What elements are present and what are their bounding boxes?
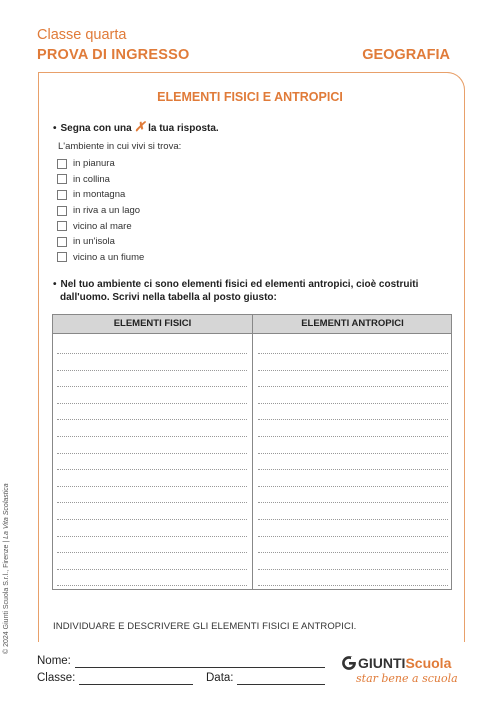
writing-line[interactable] <box>57 569 247 570</box>
writing-line[interactable] <box>57 585 247 586</box>
class-field[interactable] <box>79 684 193 685</box>
writing-line[interactable] <box>258 502 448 503</box>
logo-brand-suffix: Scuola <box>405 655 452 671</box>
writing-line[interactable] <box>57 552 247 553</box>
checkbox[interactable] <box>57 252 67 262</box>
x-mark-icon: ✗ <box>134 119 146 134</box>
writing-line[interactable] <box>57 419 247 420</box>
header-grade: Classe quarta <box>37 27 127 43</box>
writing-line[interactable] <box>57 519 247 520</box>
name-label: Nome: <box>37 655 71 667</box>
credit-title: La Vita Scolastica <box>3 483 10 539</box>
header-elementi-antropici: ELEMENTI ANTROPICI <box>301 318 404 329</box>
content-frame-right-edge <box>464 90 465 642</box>
writing-line[interactable] <box>57 436 247 437</box>
giunti-g-icon <box>342 656 356 670</box>
checkbox[interactable] <box>57 190 67 200</box>
option-item[interactable] <box>57 172 144 188</box>
option-item[interactable] <box>57 234 144 250</box>
writing-line[interactable] <box>258 386 448 387</box>
option-label: vicino a un fiume <box>73 251 145 263</box>
option-label: in un'isola <box>73 236 115 248</box>
header-subject: GEOGRAFIA <box>362 47 450 63</box>
option-item[interactable] <box>57 218 144 234</box>
objective-text: INDIVIDUARE E DESCRIVERE GLI ELEMENTI FISICI E ANTROPICI. <box>53 621 357 632</box>
writing-line[interactable] <box>258 436 448 437</box>
logo-tagline: star bene a scuola <box>356 672 458 685</box>
credit-prefix: © 2024 Giunti Scuola S.r.l., Firenze | <box>3 538 10 654</box>
writing-line[interactable] <box>258 353 448 354</box>
content-frame-corner <box>446 72 465 91</box>
header-elementi-fisici: ELEMENTI FISICI <box>113 318 192 329</box>
writing-line[interactable] <box>57 386 247 387</box>
checkbox[interactable] <box>57 237 67 247</box>
writing-line[interactable] <box>57 502 247 503</box>
writing-line[interactable] <box>258 403 448 404</box>
bullet-icon: • <box>53 123 57 134</box>
option-item[interactable] <box>57 250 144 266</box>
date-label: Data: <box>206 672 234 684</box>
option-label: in montagna <box>73 189 126 201</box>
writing-line[interactable] <box>57 486 247 487</box>
writing-line[interactable] <box>258 419 448 420</box>
writing-line[interactable] <box>57 536 247 537</box>
option-list <box>57 156 144 265</box>
writing-line[interactable] <box>57 353 247 354</box>
option-item[interactable] <box>57 187 144 203</box>
instruction-line-2: dall'uomo. Scrivi nella tabella al posto giusto: <box>60 292 277 303</box>
date-field[interactable] <box>237 684 325 685</box>
instruction-text-before: Segna con una <box>60 123 132 134</box>
option-item[interactable] <box>57 156 144 172</box>
option-label: in riva a un lago <box>73 205 141 217</box>
checkbox[interactable] <box>57 159 67 169</box>
name-field[interactable] <box>75 667 325 668</box>
writing-line[interactable] <box>258 585 448 586</box>
bullet-icon: • <box>53 279 57 290</box>
section-title: ELEMENTI FISICI E ANTROPICI <box>157 90 343 104</box>
writing-line[interactable] <box>57 370 247 371</box>
option-label: vicino al mare <box>73 220 132 232</box>
writing-line[interactable] <box>258 486 448 487</box>
exercise2-instruction <box>53 278 418 304</box>
giunti-logo <box>342 655 458 685</box>
option-label: in collina <box>73 173 110 185</box>
writing-line[interactable] <box>57 469 247 470</box>
elements-table <box>52 314 452 590</box>
writing-line[interactable] <box>258 552 448 553</box>
writing-line[interactable] <box>258 469 448 470</box>
writing-line[interactable] <box>258 370 448 371</box>
checkbox[interactable] <box>57 221 67 231</box>
writing-line[interactable] <box>258 569 448 570</box>
column-divider <box>252 315 253 589</box>
checkbox[interactable] <box>57 174 67 184</box>
checkbox[interactable] <box>57 206 67 216</box>
writing-line[interactable] <box>57 403 247 404</box>
exercise1-instruction <box>53 120 219 135</box>
instruction-line-1: Nel tuo ambiente ci sono elementi fisici ed elementi antropici, cioè costruiti <box>60 279 419 290</box>
writing-line[interactable] <box>258 536 448 537</box>
header-test-type: PROVA DI INGRESSO <box>37 47 190 63</box>
exercise1-question: L'ambiente in cui vivi si trova: <box>58 141 182 152</box>
writing-line[interactable] <box>57 453 247 454</box>
writing-line[interactable] <box>258 453 448 454</box>
instruction-text-after: la tua risposta. <box>148 123 219 134</box>
logo-brand: GIUNTI <box>358 655 406 671</box>
class-label: Classe: <box>37 672 76 684</box>
writing-line[interactable] <box>258 519 448 520</box>
option-label: in pianura <box>73 158 115 170</box>
copyright-credit <box>3 483 10 654</box>
option-item[interactable] <box>57 203 144 219</box>
